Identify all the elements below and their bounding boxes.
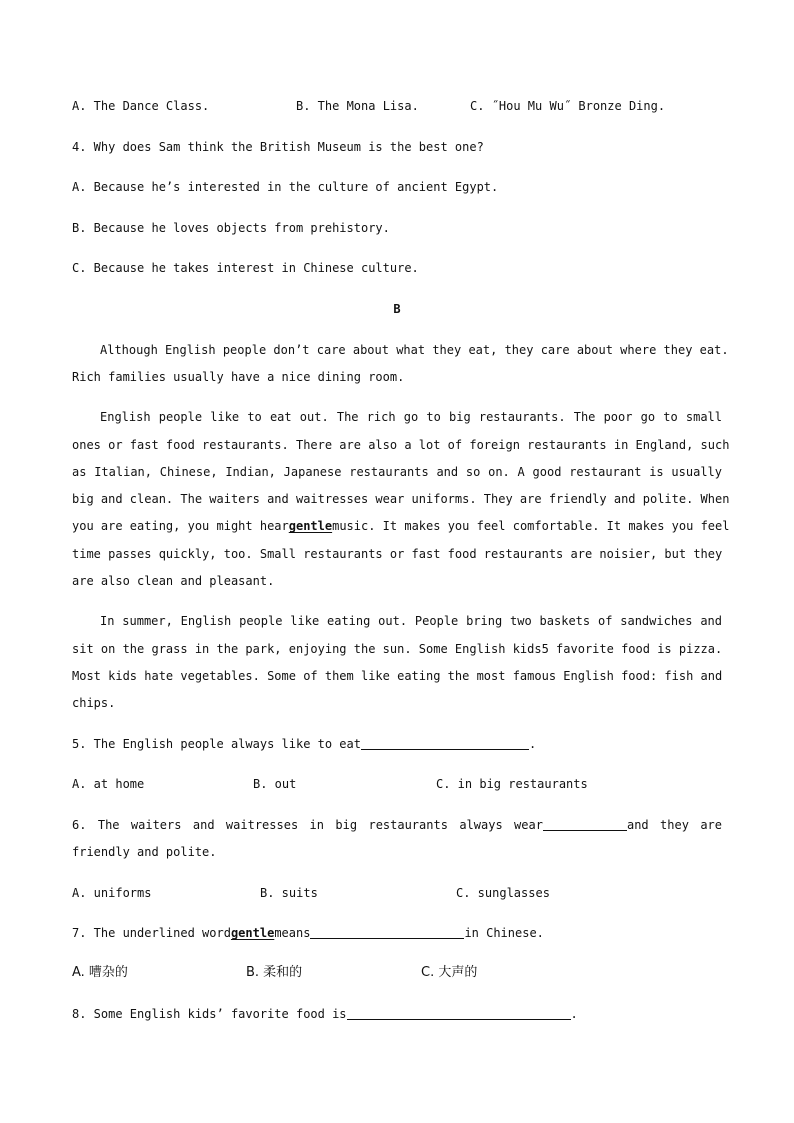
q3-option-b: B. The Mona Lisa. [296, 99, 419, 113]
passage-p2-line4: big and clean. The waiters and waitresses wear uniforms. They are friendly and polite. When [72, 492, 730, 506]
q5-option-b: B. out [253, 777, 297, 791]
passage-p1-line1: Although English people don’t care about what they eat, they care about where they eat. [100, 343, 729, 357]
passage-p2-line5-after: music. It makes you feel comfortable. It makes you feel [332, 519, 730, 533]
underlined-word-gentle: gentle [288, 519, 333, 533]
q6-option-a: A. uniforms [72, 886, 152, 900]
q5-option-c: C. in big restaurants [436, 777, 588, 791]
q6-answer-blank[interactable] [543, 818, 627, 831]
q6-option-c: C. sunglasses [456, 886, 550, 900]
q8-answer-blank[interactable] [347, 1007, 571, 1020]
passage-p2-line5-before: you are eating, you might hear [72, 519, 289, 533]
q8-stem-line [72, 1007, 578, 1021]
q6-stem-before: 6. The waiters and waitresses in big restaurants always wear [72, 818, 543, 832]
q4-option-a: A. Because he’s interested in the culture of ancient Egypt. [72, 180, 499, 194]
q5-answer-blank[interactable] [361, 737, 529, 750]
q7-stem-after: in Chinese. [464, 926, 544, 940]
q4-option-b: B. Because he loves objects from prehistory. [72, 221, 390, 235]
passage-p3-line3: Most kids hate vegetables. Some of them like eating the most famous English food: fish and [72, 669, 723, 683]
q7-underlined-word: gentle [230, 926, 275, 940]
q8-stem: 8. Some English kids’ favorite food is [72, 1007, 347, 1021]
q7-stem-mid: means [274, 926, 311, 940]
passage-p2-line5 [72, 519, 730, 533]
q6-option-b: B. suits [260, 886, 318, 900]
q4-option-c: C. Because he takes interest in Chinese culture. [72, 261, 419, 275]
passage-p2-line7: are also clean and pleasant. [72, 574, 275, 588]
passage-p2-line3: as Italian, Chinese, Indian, Japanese restaurants and so on. A good restaurant is usually [72, 465, 722, 479]
q6-stem-line2: friendly and polite. [72, 845, 217, 859]
q6-stem-line1 [72, 818, 722, 832]
q4-stem: 4. Why does Sam think the British Museum is the best one? [72, 140, 484, 154]
passage-p2-line1: English people like to eat out. The rich go to big restaurants. The poor go to small [100, 410, 722, 424]
passage-p3-line4: chips. [72, 696, 116, 710]
passage-p3-line1: In summer, English people like eating out. People bring two baskets of sandwiches and [100, 614, 722, 628]
q6-stem-after: and they are [626, 818, 722, 832]
passage-p2-line2: ones or fast food restaurants. There are also a lot of foreign restaurants in England, such [72, 438, 730, 452]
q5-stem: 5. The English people always like to eat [72, 737, 361, 751]
passage-p2-line6: time passes quickly, too. Small restaurants or fast food restaurants are noisier, but they [72, 547, 723, 561]
q8-stem-end: . [570, 1007, 578, 1021]
section-heading: B [393, 302, 401, 316]
q5-option-a: A. at home [72, 777, 145, 791]
passage-p3-line2: sit on the grass in the park, enjoying the sun. Some English kids5 favorite food is pizza. [72, 642, 723, 656]
q3-option-c: C. ˝Hou Mu Wu˝ Bronze Ding. [470, 99, 666, 113]
q5-stem-line [72, 737, 536, 751]
q7-option-b: B. 柔和的 [246, 965, 303, 980]
q7-answer-blank[interactable] [310, 926, 464, 939]
q7-stem-line [72, 926, 544, 940]
q7-option-a: A. 嘈杂的 [72, 965, 128, 980]
q7-stem-before: 7. The underlined word [72, 926, 231, 940]
q5-stem-end: . [528, 737, 537, 751]
q7-option-c: C. 大声的 [421, 965, 478, 980]
passage-p1-line2: Rich families usually have a nice dining room. [72, 370, 405, 384]
q3-option-a: A. The Dance Class. [72, 99, 210, 113]
